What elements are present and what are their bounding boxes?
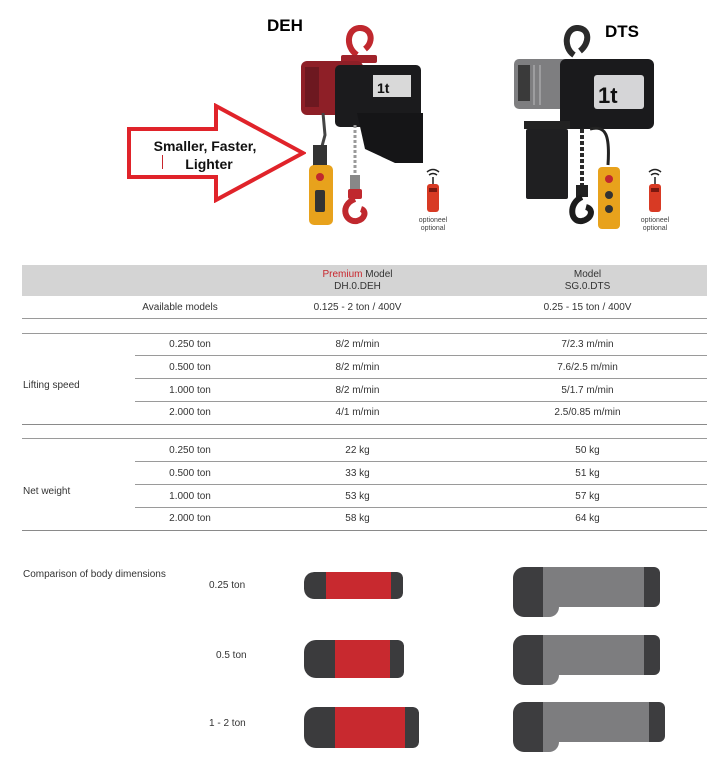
callout-line-2: Lighter xyxy=(185,156,233,172)
deh-model-code: DH.0.DEH xyxy=(334,281,381,292)
divider xyxy=(135,484,707,485)
divider xyxy=(135,461,707,462)
dts-body-shape-025 xyxy=(513,567,660,617)
divider xyxy=(22,530,707,531)
ls-deh-4: 4/1 m/min xyxy=(335,407,380,418)
nw-deh-3: 53 kg xyxy=(345,491,370,502)
nw-deh-1: 22 kg xyxy=(345,445,370,456)
ls-dts-2: 7.6/2.5 m/min xyxy=(557,362,618,373)
caption-line: optioneel xyxy=(640,217,670,224)
available-models-label: Available models xyxy=(142,302,218,313)
divider xyxy=(22,333,707,334)
divider xyxy=(135,507,707,508)
divider xyxy=(22,424,707,425)
caption-line: optioneel xyxy=(418,217,448,224)
available-models-dts: 0.25 - 15 ton / 400V xyxy=(543,302,632,313)
dts-model-label: Model xyxy=(573,269,602,280)
dts-body-shape-05 xyxy=(513,635,660,685)
divider xyxy=(22,318,707,319)
ls-capacity-3: 1.000 ton xyxy=(169,385,211,396)
dts-remote-image xyxy=(640,166,670,216)
caption-line: optional xyxy=(420,225,446,232)
divider xyxy=(135,378,707,379)
dimensions-label: Comparison of body dimensions xyxy=(23,569,166,580)
dim-capacity-1: 0.25 ton xyxy=(209,580,246,591)
ls-deh-2: 8/2 m/min xyxy=(335,362,380,373)
ls-deh-3: 8/2 m/min xyxy=(335,385,380,396)
ls-dts-1: 7/2.3 m/min xyxy=(561,339,614,350)
wireless-icon xyxy=(427,170,439,173)
deh-body-shape-05 xyxy=(304,640,404,678)
ls-capacity-2: 0.500 ton xyxy=(169,362,211,373)
deh-title: DEH xyxy=(267,16,303,35)
net-weight-label: Net weight xyxy=(23,486,71,497)
deh-remote-image xyxy=(418,166,448,216)
nw-deh-2: 33 kg xyxy=(345,468,370,479)
available-models-deh: 0.125 - 2 ton / 400V xyxy=(313,302,402,313)
cursor-mark xyxy=(162,155,163,169)
dts-hoist-image xyxy=(510,25,660,235)
nw-dts-2: 51 kg xyxy=(575,468,600,479)
ls-dts-3: 5/1.7 m/min xyxy=(561,385,614,396)
deh-body-shape-025 xyxy=(304,572,403,599)
nw-capacity-4: 2.000 ton xyxy=(169,513,211,524)
lifting-speed-label: Lifting speed xyxy=(23,380,80,391)
nw-dts-3: 57 kg xyxy=(575,491,600,502)
dts-remote-caption xyxy=(630,217,680,233)
dts-title: DTS xyxy=(605,22,639,41)
ls-capacity-4: 2.000 ton xyxy=(169,407,211,418)
divider xyxy=(22,438,707,439)
nw-capacity-1: 0.250 ton xyxy=(169,445,211,456)
nw-capacity-2: 0.500 ton xyxy=(169,468,211,479)
wireless-icon xyxy=(649,170,661,173)
svg-text:1t: 1t xyxy=(598,83,618,108)
callout-text xyxy=(140,137,270,173)
dts-model-code: SG.0.DTS xyxy=(564,281,611,292)
divider xyxy=(135,355,707,356)
nw-dts-4: 64 kg xyxy=(575,513,600,524)
nw-dts-1: 50 kg xyxy=(575,445,600,456)
ls-capacity-1: 0.250 ton xyxy=(169,339,211,350)
deh-remote-caption xyxy=(408,217,458,233)
ls-deh-1: 8/2 m/min xyxy=(335,339,380,350)
header-dts xyxy=(495,269,680,293)
divider xyxy=(135,401,707,402)
ls-dts-4: 2.5/0.85 m/min xyxy=(554,407,621,418)
dts-body-shape-1-2 xyxy=(513,702,665,752)
model-label: Model xyxy=(362,269,393,280)
dim-capacity-2: 0.5 ton xyxy=(216,650,247,661)
dim-capacity-3: 1 - 2 ton xyxy=(209,718,246,729)
nw-deh-4: 58 kg xyxy=(345,513,370,524)
caption-line: optional xyxy=(642,225,668,232)
deh-body-shape-1-2 xyxy=(304,707,419,748)
premium-label: Premium xyxy=(322,269,363,280)
nw-capacity-3: 1.000 ton xyxy=(169,491,211,502)
header-deh xyxy=(265,269,450,293)
callout-line-1: Smaller, Faster, xyxy=(153,138,257,154)
svg-text:1t: 1t xyxy=(377,80,390,96)
